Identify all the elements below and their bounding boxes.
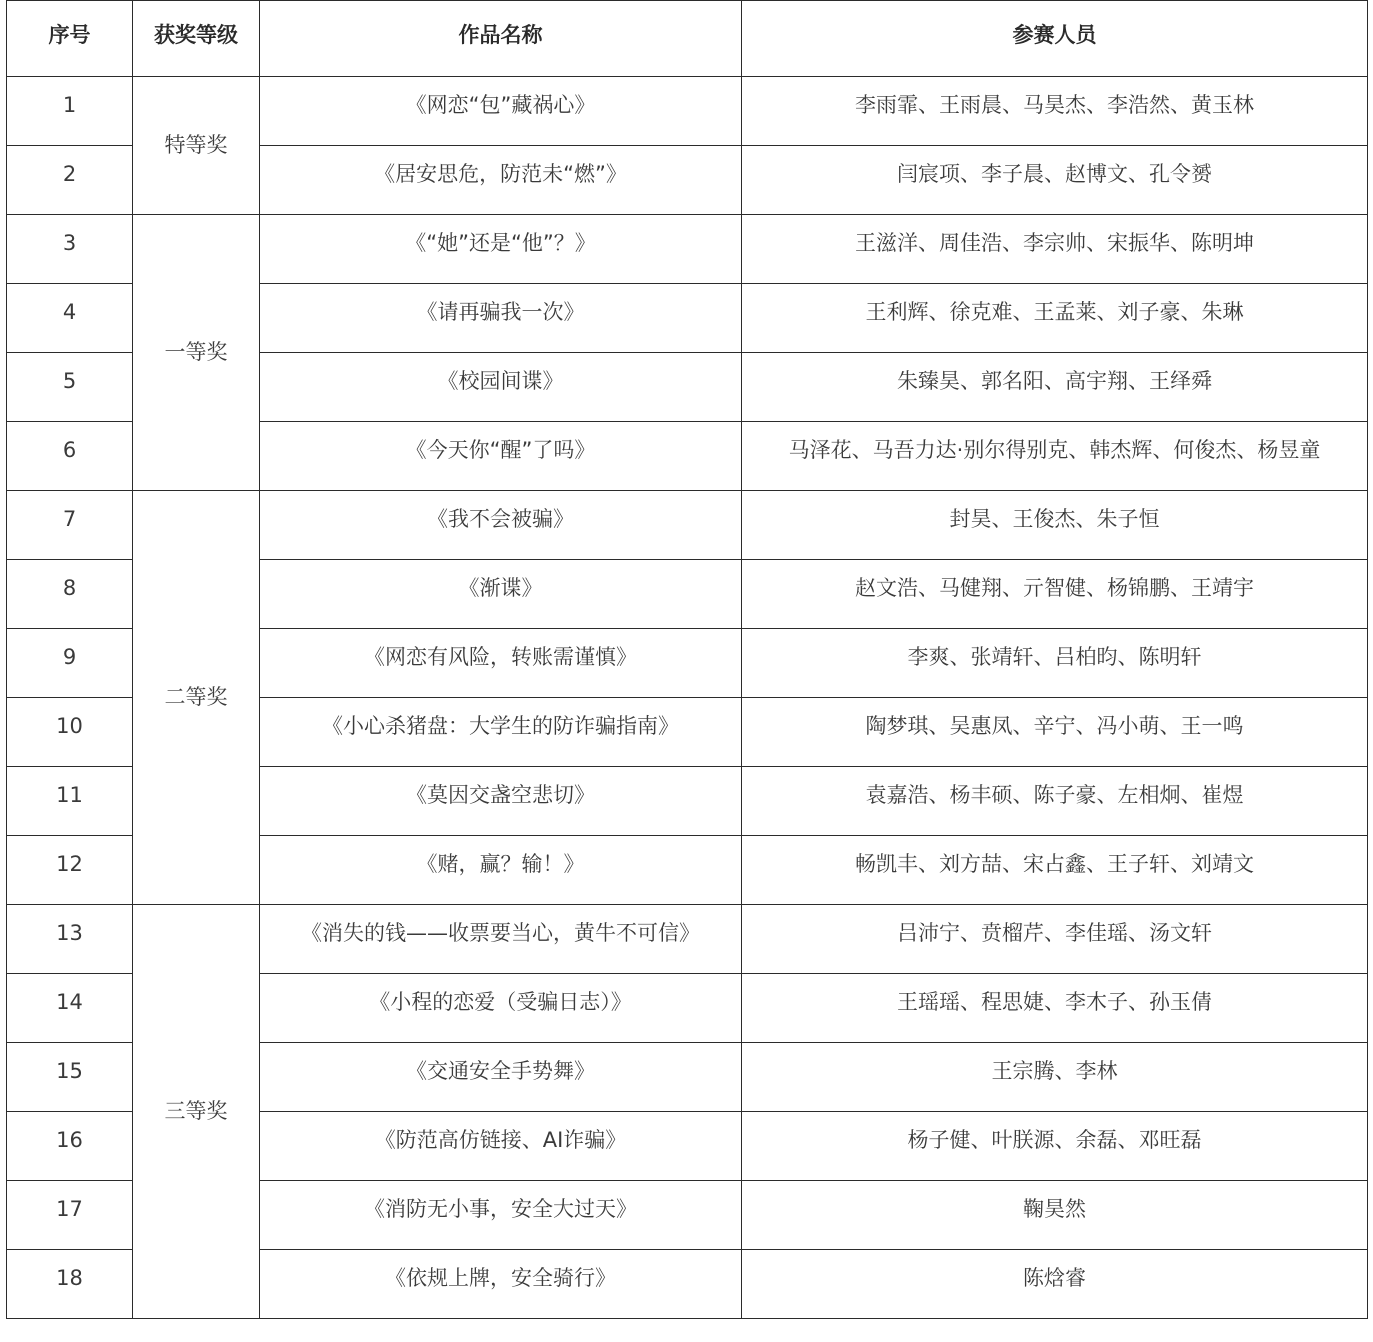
cell-no: 14 — [7, 974, 133, 1043]
cell-no: 7 — [7, 491, 133, 560]
cell-award-level: 一等奖 — [133, 215, 260, 491]
cell-work-title: 《小程的恋爱（受骗日志）》 — [260, 974, 742, 1043]
cell-award-level: 二等奖 — [133, 491, 260, 905]
cell-participants: 杨子健、叶朕源、余磊、邓旺磊 — [742, 1112, 1368, 1181]
cell-participants: 朱臻昊、郭名阳、高宇翔、王绎舜 — [742, 353, 1368, 422]
cell-participants: 马泽花、马吾力达·别尔得别克、韩杰辉、何俊杰、杨昱童 — [742, 422, 1368, 491]
cell-work-title: 《交通安全手势舞》 — [260, 1043, 742, 1112]
cell-no: 10 — [7, 698, 133, 767]
cell-participants: 畅凯丰、刘方喆、宋占鑫、王子轩、刘靖文 — [742, 836, 1368, 905]
cell-work-title: 《防范高仿链接、AI诈骗》 — [260, 1112, 742, 1181]
header-no: 序号 — [7, 1, 133, 77]
award-table-body — [7, 77, 1368, 1319]
cell-work-title: 《小心杀猪盘：大学生的防诈骗指南》 — [260, 698, 742, 767]
award-table — [6, 0, 1368, 1319]
cell-no: 6 — [7, 422, 133, 491]
cell-participants: 王宗腾、李林 — [742, 1043, 1368, 1112]
header-title: 作品名称 — [260, 1, 742, 77]
cell-participants: 袁嘉浩、杨丰硕、陈子豪、左相炯、崔煜 — [742, 767, 1368, 836]
cell-participants: 陶梦琪、吴惠凤、辛宁、冯小萌、王一鸣 — [742, 698, 1368, 767]
cell-no: 3 — [7, 215, 133, 284]
cell-work-title: 《赌，赢？输！》 — [260, 836, 742, 905]
cell-participants: 陈焓睿 — [742, 1250, 1368, 1319]
cell-participants: 赵文浩、马健翔、亓智健、杨锦鹏、王靖宇 — [742, 560, 1368, 629]
cell-work-title: 《网恋有风险，转账需谨慎》 — [260, 629, 742, 698]
cell-no: 5 — [7, 353, 133, 422]
cell-work-title: 《消失的钱——收票要当心，黄牛不可信》 — [260, 905, 742, 974]
header-people: 参赛人员 — [742, 1, 1368, 77]
cell-no: 8 — [7, 560, 133, 629]
cell-work-title: 《今天你“醒”了吗》 — [260, 422, 742, 491]
cell-work-title: 《依规上牌，安全骑行》 — [260, 1250, 742, 1319]
cell-work-title: 《“她”还是“他”？》 — [260, 215, 742, 284]
cell-participants: 李雨霏、王雨晨、马昊杰、李浩然、黄玉林 — [742, 77, 1368, 146]
cell-no: 4 — [7, 284, 133, 353]
cell-participants: 吕沛宁、贲榴芹、李佳瑶、汤文轩 — [742, 905, 1368, 974]
table-row — [7, 491, 1368, 560]
cell-work-title: 《莫因交盏空悲切》 — [260, 767, 742, 836]
cell-participants: 鞠昊然 — [742, 1181, 1368, 1250]
cell-no: 1 — [7, 77, 133, 146]
cell-no: 13 — [7, 905, 133, 974]
cell-participants: 封昊、王俊杰、朱子恒 — [742, 491, 1368, 560]
cell-no: 17 — [7, 1181, 133, 1250]
cell-no: 9 — [7, 629, 133, 698]
cell-work-title: 《我不会被骗》 — [260, 491, 742, 560]
cell-no: 18 — [7, 1250, 133, 1319]
cell-participants: 王利辉、徐克难、王孟莱、刘子豪、朱琳 — [742, 284, 1368, 353]
cell-work-title: 《渐谍》 — [260, 560, 742, 629]
cell-no: 11 — [7, 767, 133, 836]
table-row — [7, 215, 1368, 284]
cell-work-title: 《居安思危，防范未“燃”》 — [260, 146, 742, 215]
cell-work-title: 《消防无小事，安全大过天》 — [260, 1181, 742, 1250]
cell-award-level: 特等奖 — [133, 77, 260, 215]
cell-participants: 闫宸项、李子晨、赵博文、孔令赟 — [742, 146, 1368, 215]
cell-work-title: 《校园间谍》 — [260, 353, 742, 422]
cell-participants: 王瑶瑶、程思婕、李木子、孙玉倩 — [742, 974, 1368, 1043]
cell-no: 12 — [7, 836, 133, 905]
cell-work-title: 《请再骗我一次》 — [260, 284, 742, 353]
cell-no: 2 — [7, 146, 133, 215]
header-row — [7, 1, 1368, 77]
cell-award-level: 三等奖 — [133, 905, 260, 1319]
table-row — [7, 905, 1368, 974]
cell-no: 15 — [7, 1043, 133, 1112]
cell-participants: 李爽、张靖轩、吕柏昀、陈明轩 — [742, 629, 1368, 698]
cell-participants: 王滋洋、周佳浩、李宗帅、宋振华、陈明坤 — [742, 215, 1368, 284]
cell-work-title: 《网恋“包”藏祸心》 — [260, 77, 742, 146]
table-row — [7, 77, 1368, 146]
cell-no: 16 — [7, 1112, 133, 1181]
header-level: 获奖等级 — [133, 1, 260, 77]
